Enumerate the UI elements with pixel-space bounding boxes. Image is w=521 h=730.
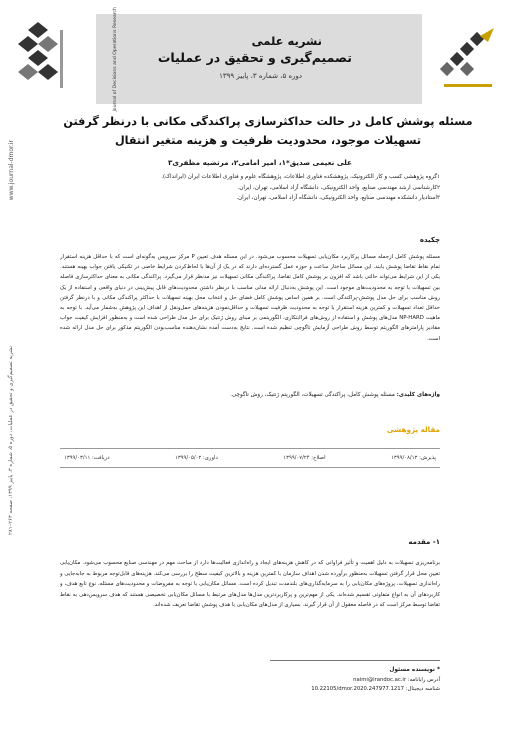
email-address[interactable]: naimi@irandoc.ac.ir xyxy=(353,676,407,683)
footnote-divider xyxy=(270,660,440,661)
date-revised: داوری: ۱۳۹۹/۰۵/۰۲ xyxy=(174,455,218,461)
journal-title-line2: تصمیم‌گیری و تحقیق در عملیات xyxy=(157,50,352,65)
corresponding-author-label: * نویسنده مسئول xyxy=(389,667,440,673)
footnote xyxy=(60,666,440,695)
abstract-heading: چکیده xyxy=(419,236,440,244)
date-received: دریافت: ۱۳۹۹/۰۳/۱۱ xyxy=(64,455,110,461)
date-corrected: اصلاح: ۱۳۹۹/۰۷/۲۴ xyxy=(283,455,326,461)
introduction-text: برنامه‌ریزی تسهیلات به دلیل اهمیت و تأثیر فراوانی که در کاهش هزینه‌های ایجاد و راه‌اندازی فعالیت‌ها دارد از مباحث مهم در مهندسی صنایع محسوب می‌شود. مکان‌یابی تعیین محل قرار گرفتن تسهیلات به‌منظور برآورده شدن اهداف سازمان با کمترین هزینه و بالاترین کیفیت سطح را بررسی می‌کند. هزینه‌های قابل‌توجه مربوط به جابه‌جایی و راه‌اندازی تسهیلات، پروژه‌های مکان‌یابی را به سرمایه‌گذاری‌های بلندمدت تبدیل کرده است. مسائل مکان‌یابی با توجه به مفروضات و محدودیت‌های مسئله، نوع تابع هدف، و کاربردهای آن به انواع متفاوتی تقسیم شده‌اند. یکی از مهم‌ترین و پرکاربردترین مدل‌ها مدل‌های مرتبط با مسائل مکان‌یابی تخصیصی هستند که هدف سرویس‌دهی به نقاط تقاضا توسط مرکز است که در فاصله معقول از آن قرار گیرند. بسیاری از مدل‌های مکان‌یابی با هدف پوشش تقاضا تعریف شده‌اند. xyxy=(60,560,440,609)
doi-label: شناسه دیجیتال: xyxy=(405,686,440,692)
affiliations xyxy=(60,172,440,204)
doi-line xyxy=(60,685,440,695)
affiliation-1: ۱گروه پژوهشی کسب و کار الکترونیک، پژوهشکده فناوری اطلاعات، پژوهشگاه علوم و فناوری اطلاعات ایران (ایرانداک). xyxy=(161,174,440,180)
journal-title-line1: نشریه علمی xyxy=(251,34,322,48)
authors: علی نعیمی صدیق*۱، امیر امامی۲، مرتضیه مظفری۳ xyxy=(168,158,352,167)
keywords-text: مسئله پوشش کامل، پراکندگی تسهیلات، الگوریتم ژنتیک، روش تاگوچی. xyxy=(230,392,395,398)
article-type-label: مقاله پژوهشی xyxy=(386,425,440,434)
doi-link[interactable]: 10.22105/dmor.2020.247977.1217 xyxy=(311,686,404,692)
affiliation-3: ۳استادیار دانشکده مهندسی صنایع، واحد الکترونیکی، دانشگاه آزاد اسلامی، تهران، ایران. xyxy=(236,195,440,201)
date-accepted: پذیرش: ۱۳۹۹/۰۸/۱۳ xyxy=(391,455,436,461)
issue-info: دوره ۵، شماره ۳، پاییز ۱۳۹۹ xyxy=(219,72,302,80)
publisher-logo xyxy=(14,20,66,98)
journal-logo xyxy=(422,14,512,104)
keywords xyxy=(60,392,440,398)
affiliation-2: ۲کارشناسی ارشد مهندسی صنایع، واحد الکترونیکی، دانشگاه آزاد اسلامی، تهران، ایران. xyxy=(237,184,440,191)
email-line xyxy=(60,676,440,686)
journal-header xyxy=(96,6,422,112)
citation-margin: نشریه تصمیم‌گیری و تحقیق در عملیات، دوره ۵، شماره ۳، پاییز ۱۳۹۹، صفحه ۲۶۳–۲۸۱ xyxy=(8,345,14,535)
journal-website: www.journal-dmor.ir xyxy=(7,139,15,201)
email-label: آدرس رایانامه: xyxy=(407,676,440,683)
paper-title: مسئله پوشش کامل در حالت حداکثرسازی پراکندگی مکانی با درنظر گرفتن تسهیلات موجود، محدودیت ظرفیت و هزینه متغیر انتقال xyxy=(63,115,473,147)
abstract-text: مسئله پوشش کامل ازجمله مسائل پرکاربرد مکان‌یابی تسهیلات محسوب می‌شود. در این مسئله هدف تعیین P مرکز سرویس به‌گونه‌ای است که با حداقل هزینه استقرار تمام نقاط تقاضا پوشش یابند. این مسائل ساختار ساعت و حوزه عمل گسترده‌ای دارند که در یک از آن‌ها با لحاظ‌کردن شرایط خاصی در تکنیکی یافتن جواب بهینه هستند. یکی از این شرایط می‌تواند حالتی باشد که افزون بر پوشش کامل تقاضا، پراکندگی مکانی تسهیلات نیز مدنظر قرار می‌گیرد. پراکندگی مکانی به معنای حداکثرسازی فاصله بین تسهیلات با توجه به محدودیت‌های موجود است. این پوشش به‌دنبال ارائه مدلی مناسب با درنظر داشتن محدودیت‌های قابل پیش‌بینی در دنیای واقعی و استفاده از یک روش مناسب برای حل مدل پوشش-پراکندگی است. بر همین اساس پوشش کامل فضای حل و انتخاب محل بهینه تسهیلات با حداکثر پراکندگی مکانی و با درنظر گرفتن حداقل تعداد تسهیلات و کمترین هزینه استقرار با توجه به محدودیت ظرفیت تسهیلات و حداقل‌نمودن هزینه‌های حمل‌ونقل از اهداف این پژوهش به‌شمار می‌آید. با توجه به ماهیت NP-HARD مدل‌های پوشش و استفاده از روش‌های فراابتکاری، الگوریتمی بر مبنای روش ژنتیک برای حل مدل طراحی شده است و به‌منظور افزایش کیفیت جواب مقادیر پارامترهای الگوریتم توسط روش طراحی آزمایش تاگوچی تنظیم شده است. نتایج به‌دست آمده نشان‌دهنده مناسب‌بودن الگوریتم مذکور برای حل مدل ارائه شده است. xyxy=(60,254,440,342)
article-dates xyxy=(60,448,440,468)
section-heading-introduction: ۱- مقدمه xyxy=(408,538,440,546)
keywords-label: واژه‌های کلیدی: xyxy=(396,392,440,398)
header-side-text: Journal of Decisions and Operations Research xyxy=(113,6,118,112)
